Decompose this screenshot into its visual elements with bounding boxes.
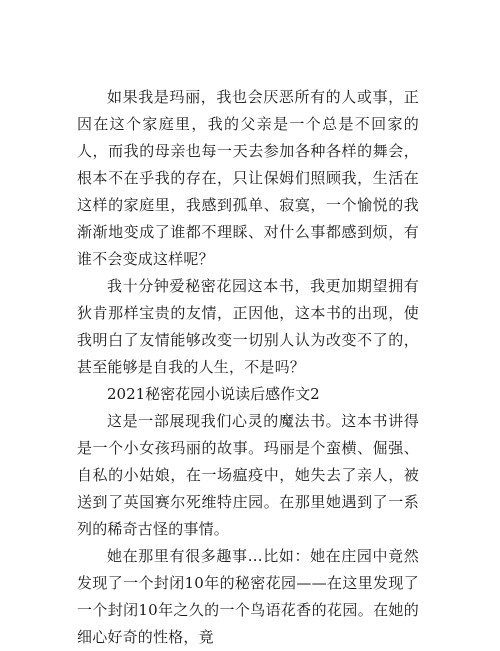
paragraph-secret-garden: 她在那里有很多趣事…比如：她在庄园中竟然发现了一个封闭10年的秘密花园——在这里发现了一个封闭10年之久的一个鸟语花香的花园。在她的细心好奇的性格，竟	[77, 547, 419, 646]
paragraph-friendship: 我十分钟爱秘密花园这本书，我更加期望拥有狄肯那样宝贵的友情，正因他，这本书的出现，使我明白了友情能够改变一切别人认为改变不了的，甚至能够是自我的人生，不是吗？	[77, 277, 419, 376]
document-body	[77, 84, 419, 651]
paragraph-magic-book: 这是一部展现我们心灵的魔法书。这本书讲得是一个小女孩玛丽的故事。玛丽是个蛮横、倔强、自私的小姑娘，在一场瘟疫中，她失去了亲人，被送到了英国赛尔死维特庄园。在那里她遇到了一系列的稀奇古怪的事情。	[77, 412, 419, 538]
paragraph-mary-family: 如果我是玛丽，我也会厌恶所有的人或事，正因在这个家庭里，我的父亲是一个总是不回家的人，而我的母亲也每一天去参加各种各样的舞会，根本不在乎我的存在，只让保姆们照顾我，生活在这样的家庭里，我感到孤单、寂寞，一个愉悦的我渐渐地变成了谁都不理睬、对什么事都感到烦，有谁不会变成这样呢？	[77, 88, 419, 268]
section-heading: 2021秘密花园小说读后感作文2	[107, 385, 320, 403]
